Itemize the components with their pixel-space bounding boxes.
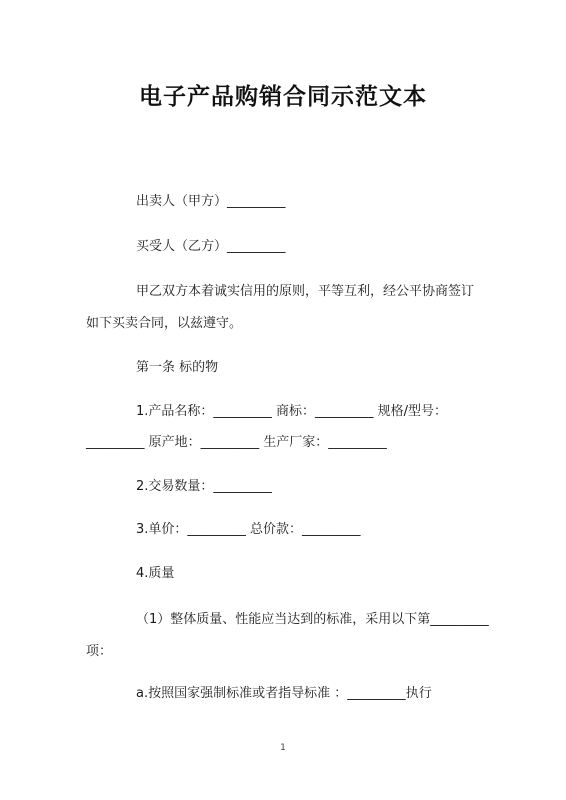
quality-standard-line-1: （1）整体质量、性能应当达到的标准，采用以下第_________ bbox=[136, 612, 489, 627]
page-number: 1 bbox=[280, 743, 286, 753]
quantity-line: 2.交易数量：_________ bbox=[136, 479, 272, 494]
article-heading: 第一条 标的物 bbox=[136, 360, 219, 375]
seller-line: 出卖人（甲方）_________ bbox=[136, 194, 286, 209]
national-standard-line: a.按照国家强制标准或者指导标准 ：_________执行 bbox=[136, 686, 432, 701]
quality-standard-line-2: 项： bbox=[86, 644, 113, 659]
intro-line-2: 如下买卖合同，以兹遵守。 bbox=[86, 316, 243, 331]
price-line: 3.单价：_________ 总价款：_________ bbox=[136, 522, 361, 537]
intro-line-1: 甲乙双方本着诚实信用的原则，平等互利，经公平协商签订 bbox=[136, 284, 475, 299]
origin-line: _________ 原产地：_________ 生产厂家：_________ bbox=[86, 435, 387, 450]
quality-heading: 4.质量 bbox=[136, 566, 175, 581]
buyer-line: 买受人（乙方）_________ bbox=[136, 239, 286, 254]
document-title: 电子产品购销合同示范文本 bbox=[139, 84, 427, 110]
product-name-line: 1.产品名称：_________ 商标：_________ 规格/型号： bbox=[136, 404, 448, 419]
